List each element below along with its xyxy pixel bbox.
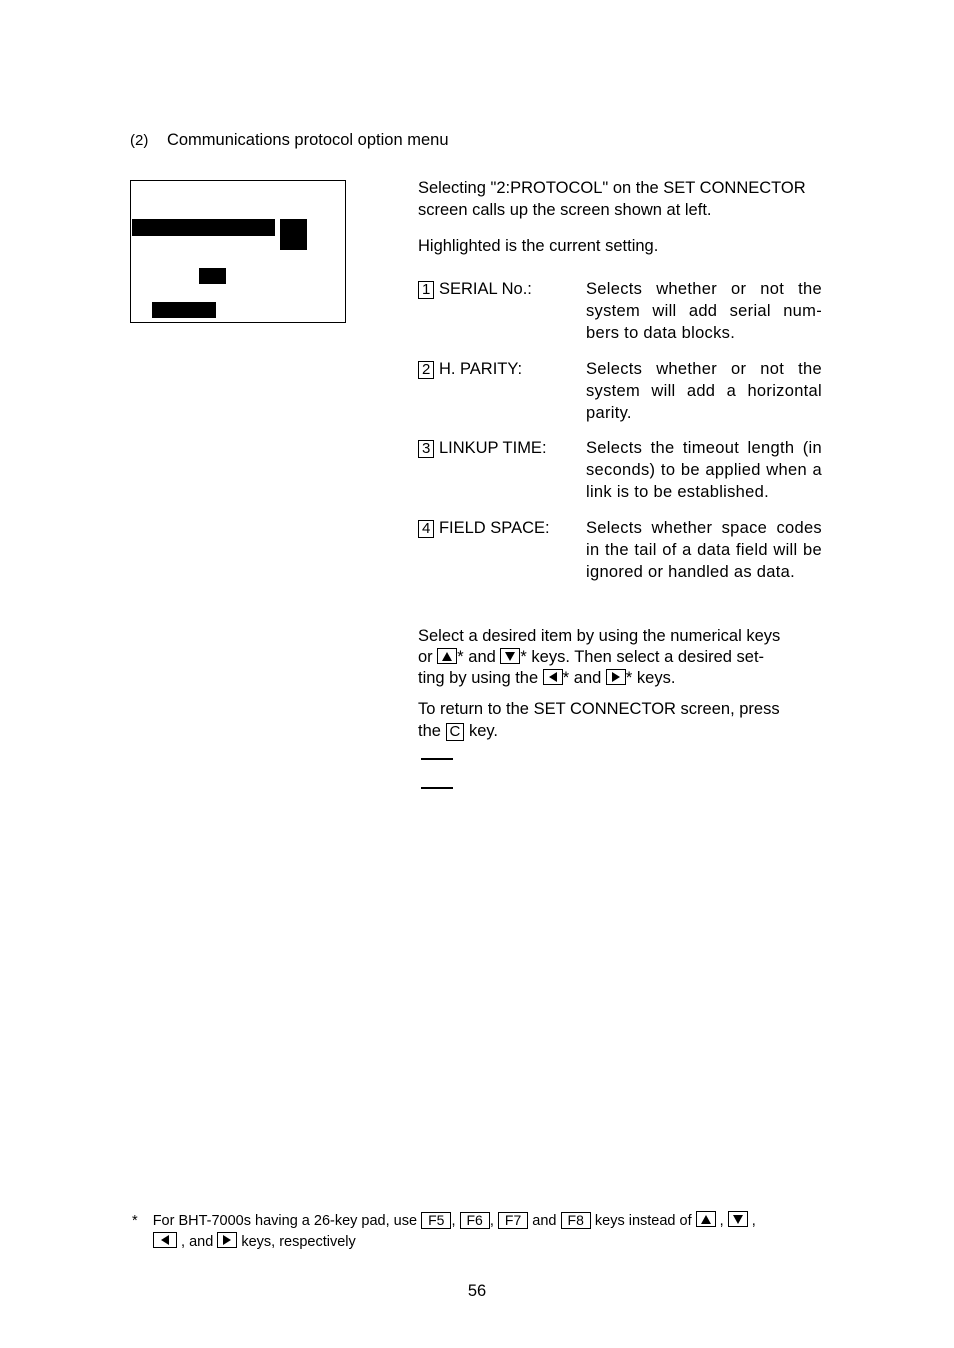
text: * and <box>457 648 496 666</box>
text: For BHT-7000s having a 26-key pad, use <box>152 1213 418 1229</box>
section-number: (2) <box>130 132 149 149</box>
lcd-highlight-value <box>199 268 226 284</box>
down-arrow-icon <box>728 1211 748 1227</box>
item-label: SERIAL No.: <box>438 280 532 298</box>
short-rule <box>421 787 453 789</box>
lcd-highlight-bar <box>132 219 275 236</box>
key-f7: F7 <box>498 1212 528 1229</box>
item-desc: Selects whether or not the system will add a horizontal parity. <box>586 360 822 422</box>
return-line-1: To return to the SET CONNECTOR screen, press <box>418 700 780 718</box>
text: key. <box>468 722 499 740</box>
key-f8: F8 <box>561 1212 591 1229</box>
item-label: FIELD SPACE: <box>438 519 550 537</box>
right-arrow-icon <box>606 669 626 685</box>
item-label: LINKUP TIME: <box>438 439 547 457</box>
page-number: 56 <box>467 1282 487 1300</box>
item-linkup-time <box>418 437 547 459</box>
intro-line-2: screen calls up the screen shown at left. <box>418 201 712 219</box>
text: keys instead of <box>594 1213 692 1229</box>
return-line-2 <box>418 720 498 742</box>
text: the <box>418 722 441 740</box>
up-arrow-icon <box>696 1211 716 1227</box>
key-2: 2 <box>418 361 434 379</box>
text: , and <box>181 1234 214 1250</box>
right-arrow-icon <box>217 1232 237 1248</box>
key-f5: F5 <box>421 1212 451 1229</box>
lcd-screen-illustration <box>130 180 346 323</box>
text: or <box>418 648 433 666</box>
lcd-highlight-block <box>280 219 307 250</box>
intro-highlight: Highlighted is the current setting. <box>418 237 659 255</box>
down-arrow-icon <box>500 648 520 664</box>
text: and <box>532 1213 557 1229</box>
text: * and <box>562 669 602 687</box>
lcd-highlight-setting <box>152 302 216 318</box>
text: keys, respectively <box>241 1234 356 1250</box>
item-field-space <box>418 517 550 539</box>
section-title: Communications protocol option menu <box>166 131 449 149</box>
text: ting by using the <box>418 669 539 687</box>
key-4: 4 <box>418 520 434 538</box>
up-arrow-icon <box>437 648 457 664</box>
item-desc: Selects the timeout length (in seconds) to be applied when a link is to be established. <box>586 439 822 501</box>
item-label: H. PARITY: <box>438 360 523 378</box>
key-1: 1 <box>418 281 434 299</box>
text: * keys. Then select a desired set- <box>520 648 765 666</box>
key-f6: F6 <box>460 1212 490 1229</box>
section-heading <box>130 129 449 152</box>
select-line-2 <box>418 646 764 668</box>
item-h-parity <box>418 358 522 380</box>
left-arrow-icon <box>153 1232 177 1248</box>
left-arrow-icon <box>543 669 563 685</box>
item-desc: Selects whether or not the system will add serial num-bers to data blocks. <box>586 280 822 342</box>
intro-line-1: Selecting "2:PROTOCOL" on the SET CONNECTOR <box>418 179 806 197</box>
key-c: C <box>446 723 465 741</box>
footnote-line-1: * For BHT-7000s having a 26-key pad, use F5 , F6 , F7 and F8 keys instead of , , <box>132 1212 756 1229</box>
text: * keys. <box>625 669 676 687</box>
select-line-1: Select a desired item by using the numerical keys <box>418 627 781 645</box>
item-serial-no <box>418 278 532 300</box>
footnote-line-2 <box>153 1232 356 1252</box>
item-desc: Selects whether space codes in the tail of a data field will be ignored or handled as data. <box>586 519 822 581</box>
footnote-mark: * <box>132 1213 138 1229</box>
key-3: 3 <box>418 440 434 458</box>
select-line-3 <box>418 667 675 689</box>
short-rule <box>421 758 453 760</box>
